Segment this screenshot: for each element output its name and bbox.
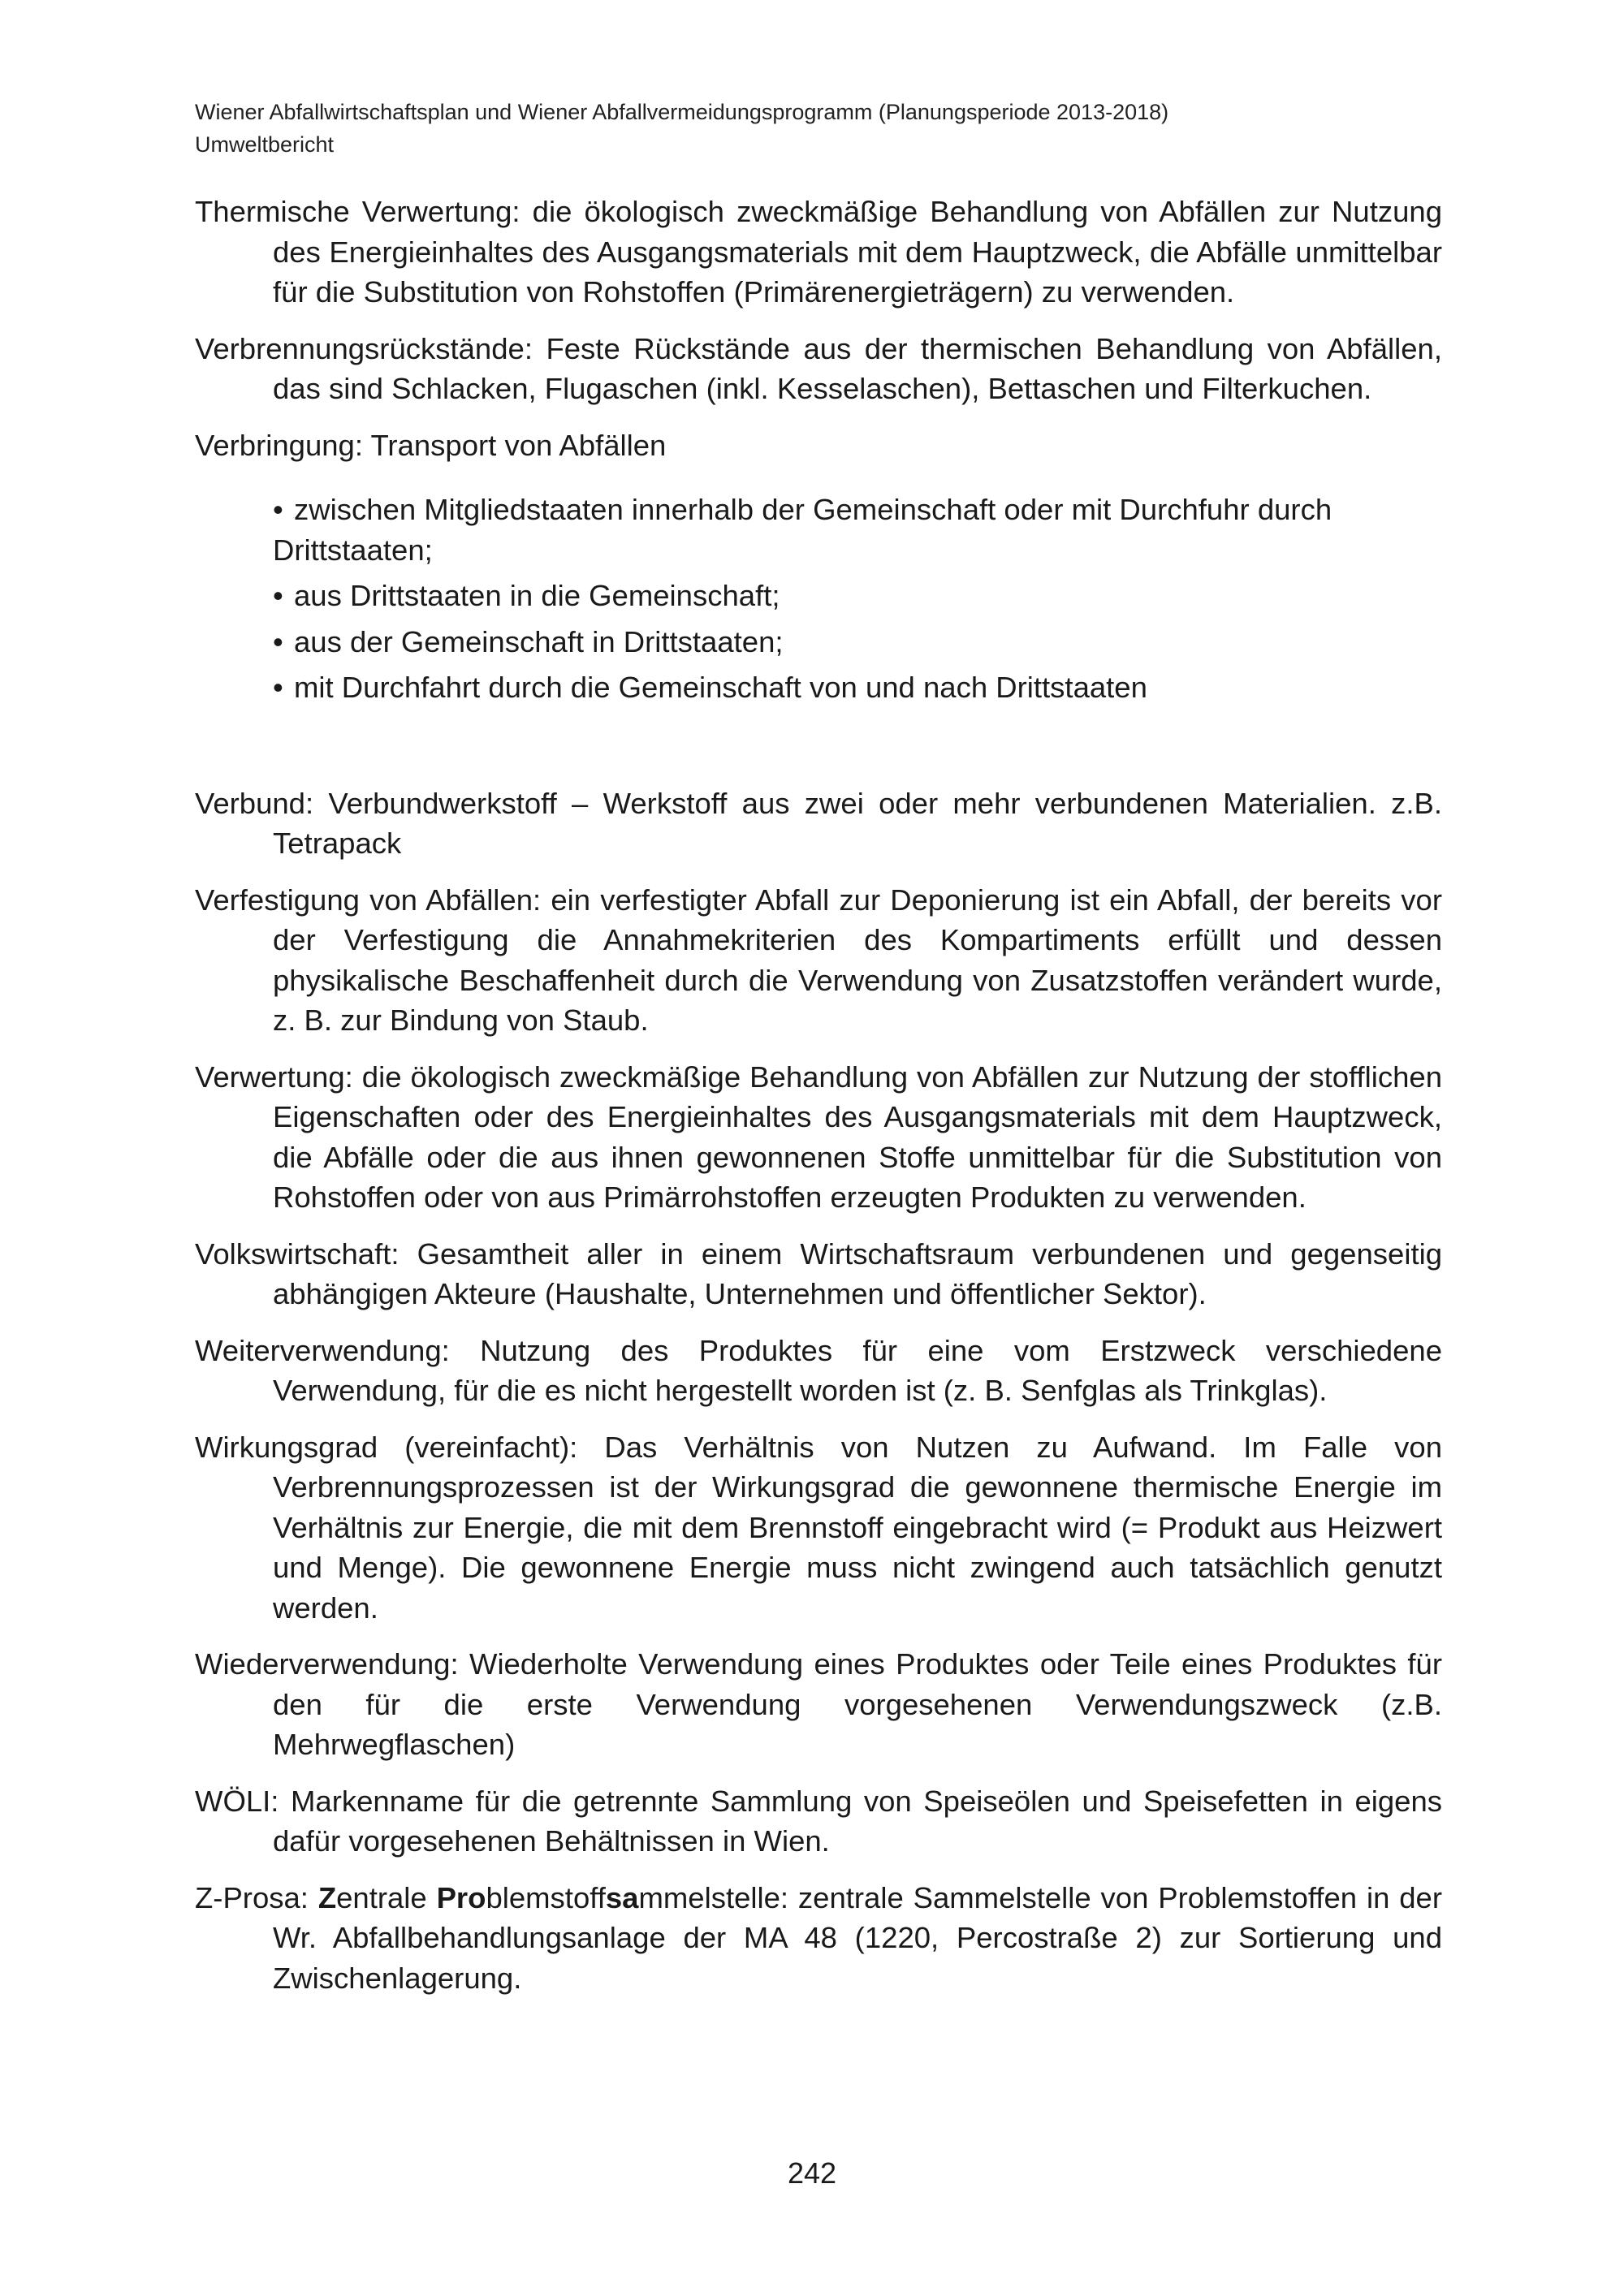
list-item: • zwischen Mitgliedstaaten innerhalb der Gemeinschaft oder mit Durchfuhr durch Drittstaaten; xyxy=(273,490,1442,570)
z-prosa-bold-2: Pro xyxy=(436,1880,486,1914)
entry-verbund: Verbund: Verbundwerkstoff – Werkstoff aus zwei oder mehr verbundenen Materialien. z.B. Tetrapack xyxy=(195,786,1442,860)
entry-woeli: WÖLI: Markenname für die getrennte Sammlung von Speiseölen und Speisefetten in eigens dafür vorgesehenen Behältnissen in Wien. xyxy=(195,1784,1442,1858)
z-prosa-text-3: mmelstelle: zentrale Sammelstelle von Problemstoffen in der Wr. Abfallbehandlungsanlage der MA 48 (1220, Percostraße 2) zur Sortierung und Zwischenlagerung. xyxy=(273,1880,1442,1995)
list-item: • aus Drittstaaten in die Gemeinschaft; xyxy=(273,576,1442,616)
entry-verbringung: Verbringung: Transport von Abfällen xyxy=(195,428,667,462)
header-title: Wiener Abfallwirtschaftsplan und Wiener Abfallvermeidungsprogramm (Planungsperiode 2013-2018) xyxy=(195,100,1169,124)
entry-verwertung: Verwertung: die ökologisch zweckmäßige Behandlung von Abfällen zur Nutzung der stofflichen Eigenschaften oder des Energieinhaltes des Ausgangsmaterials mit dem Hauptzweck, die Abfälle oder die aus ihnen gewonnenen Stoffe unmittelbar für die Substitution von Rohstoffen oder von aus Primärrohstoffen erzeugten Produkten zu verwenden. xyxy=(195,1060,1442,1214)
z-prosa-bold-1: Z xyxy=(317,1880,337,1914)
entry-weiterverwendung: Weiterverwendung: Nutzung des Produktes für eine vom Erstzweck verschiedene Verwendung, für die es nicht hergestellt worden ist (z. B. Senfglas als Trinkglas). xyxy=(195,1333,1442,1407)
z-prosa-bold-3: sa xyxy=(605,1880,639,1914)
entry-z-prosa xyxy=(195,1878,1442,1999)
spacer xyxy=(195,714,1442,783)
z-prosa-text-1: entrale xyxy=(336,1880,437,1914)
list-item: • mit Durchfahrt durch die Gemeinschaft von und nach Drittstaaten xyxy=(273,667,1442,708)
header-subtitle: Umweltbericht xyxy=(195,132,335,157)
entry-thermische-verwertung: Thermische Verwertung: die ökologisch zweckmäßige Behandlung von Abfällen zur Nutzung des Energieinhaltes des Ausgangsmaterials mit dem Hauptzweck, die Abfälle unmittelbar für die Substitution von Rohstoffen (Primärenergieträgern) zu verwenden. xyxy=(195,195,1442,309)
entry-wiederverwendung: Wiederverwendung: Wiederholte Verwendung eines Produktes oder Teile eines Produktes für den für die erste Verwendung vorgesehenen Verwendungszweck (z.B. Mehrwegflaschen) xyxy=(195,1647,1442,1761)
entry-wirkungsgrad: Wirkungsgrad (vereinfacht): Das Verhältnis von Nutzen zu Aufwand. Im Falle von Verbrennungsprozessen ist der Wirkungsgrad die gewonnene thermische Energie im Verhältnis zur Energie, die mit dem Brennstoff eingebracht wird (= Produkt aus Heizwert und Menge). Die gewonnene Energie muss nicht zwingend auch tatsächlich genutzt werden. xyxy=(195,1430,1442,1625)
z-prosa-text-2: blemstoff xyxy=(486,1880,606,1914)
entry-volkswirtschaft: Volkswirtschaft: Gesamtheit aller in einem Wirtschaftsraum verbundenen und gegenseitig abhängigen Akteure (Haushalte, Unternehmen und öffentlicher Sektor). xyxy=(195,1236,1442,1310)
page-number: 242 xyxy=(787,2156,837,2190)
page-header xyxy=(195,96,1445,161)
verbringung-bullet-list xyxy=(195,490,1442,708)
glossary-content xyxy=(195,192,1442,2014)
list-item: • aus der Gemeinschaft in Drittstaaten; xyxy=(273,622,1442,662)
z-prosa-term: Z-Prosa: xyxy=(195,1880,318,1914)
entry-verbrennungsrueckstaende: Verbrennungsrückstände: Feste Rückstände aus der thermischen Behandlung von Abfällen, das sind Schlacken, Flugaschen (inkl. Kesselaschen), Bettaschen und Filterkuchen. xyxy=(195,331,1442,405)
entry-verfestigung: Verfestigung von Abfällen: ein verfestigter Abfall zur Deponierung ist ein Abfall, der bereits vor der Verfestigung die Annahmekriterien des Kompartiments erfüllt und dessen physikalische Beschaffenheit durch die Verwendung von Zusatzstoffen verändert wurde, z. B. zur Bindung von Staub. xyxy=(195,883,1442,1037)
